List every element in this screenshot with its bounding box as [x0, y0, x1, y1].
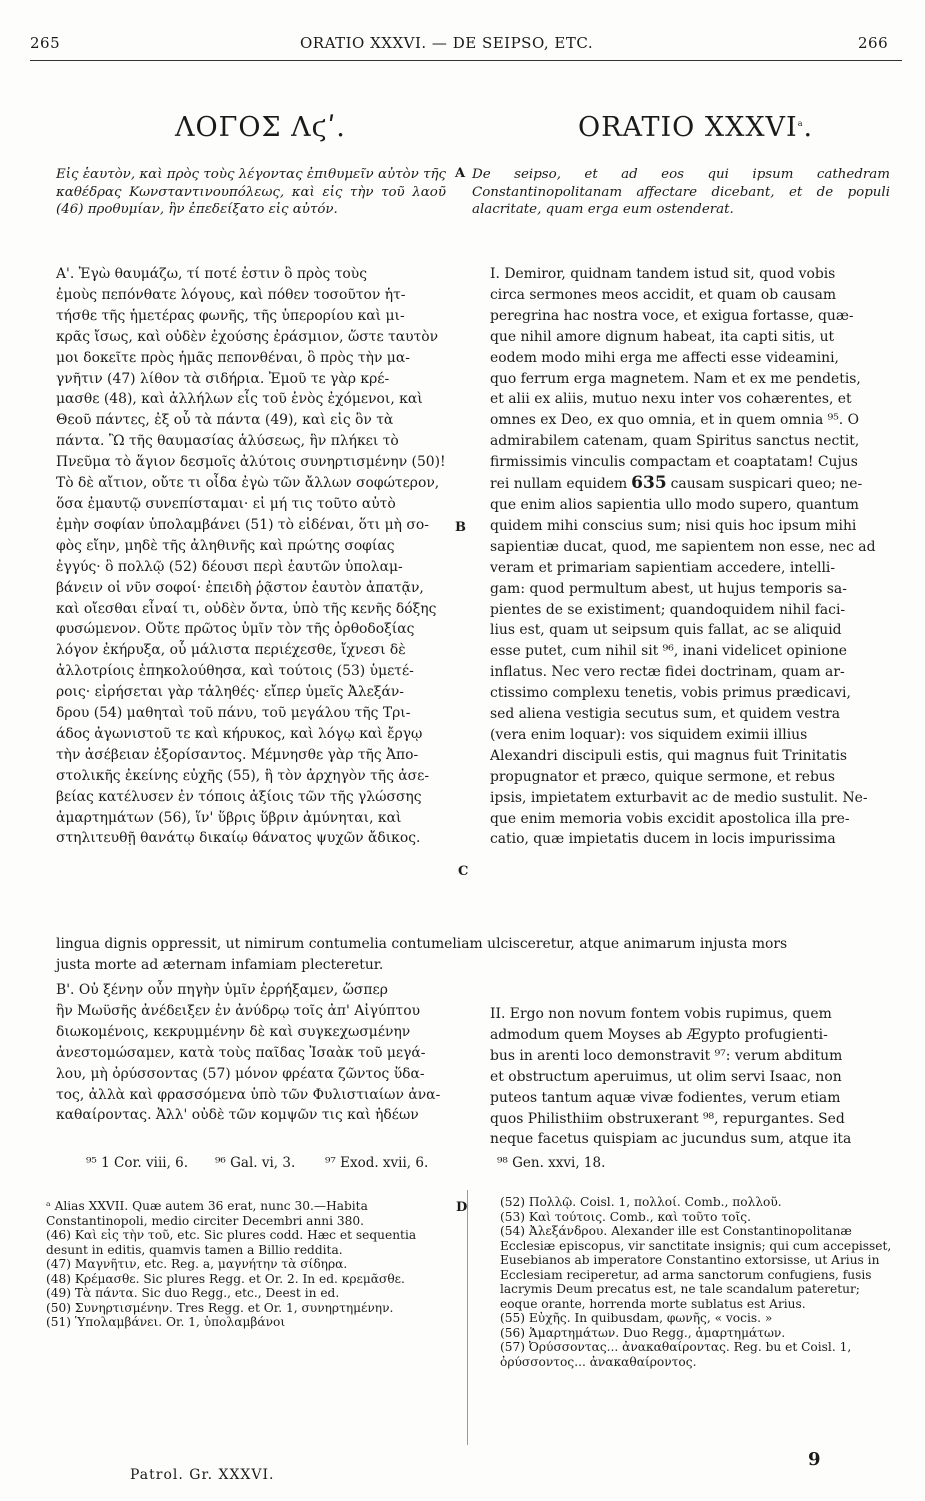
greek-text-line: βάνειν οἱ νῦν σοφοί· ἐπειδὴ ῥᾷστον ἑαυτὸν ἀπατᾷν, [56, 579, 424, 596]
footnote: (54) Ἀλεξάνδρου. Alexander ille est Constantinopolitanæ Ecclesiæ episcopus, vir sanctitate insignis; qui cum accepisset, Eusebianos ab imperatore Constantino extorsisse, ut Arius in Ecclesiam reciperetur, ad arma sanctorum confugiens, fusis lacrymis Deum precatus est, ne tale scandalum pateretur; eoque orante, horrenda morte sublatus est Arius. [500, 1224, 892, 1311]
greek-text-line: Τὸ δὲ αἴτιον, οὔτε τι οἶδα ἐγὼ τῶν ἄλλων σοφώτερον, [56, 475, 440, 492]
greek-text-line: φὸς εἴην, μηδὲ τῆς ἀληθινῆς καὶ πρώτης σοφίας [56, 537, 395, 554]
notes-right [500, 1195, 892, 1369]
latin-text-line: firmissimis vinculis compactam et coaptatam! Cujus [490, 454, 858, 471]
greek-text-line: Β'. Οὐ ξένην οὖν πηγὴν ὑμῖν ἐρρήξαμεν, ὥσπερ [56, 982, 388, 998]
latin-text-line: quidem mihi conscius sum; nisi quis hoc ipsum mihi [490, 517, 857, 534]
greek-text-line: Πνεῦμα τὸ ἅγιον δεσμοῖς ἀλύτοις συνηρτισμένην (50)! [56, 454, 446, 471]
greek-text-line: Α'. Ἐγὼ θαυμάζω, τί ποτέ ἐστιν ὃ πρὸς τοὺς [56, 266, 368, 282]
greek-text-line: ἐμοὺς πεπόνθατε λόγους, καὶ πόθεν τοσοῦτον ἡτ- [56, 286, 406, 303]
latin-text-line: II. Ergo non novum fontem vobis rupimus, quem [490, 1006, 832, 1022]
greek-text-line: Θεοῦ πάντες, ἐξ οὗ τὰ πάντα (49), καὶ εἰς ὃν τὰ [56, 412, 394, 429]
latin-text-line: veram et primariam sapientiam accedere, intelli- [490, 559, 836, 576]
footnote: (46) Καὶ εἰς τὴν τοῦ, etc. Sic plures codd. Hæc et sequentia desunt in editis, quamvis tamen a Billio reddita. [46, 1228, 417, 1257]
notes-divider [467, 1190, 468, 1445]
header-rule [30, 60, 902, 61]
footnote: (47) Μαγνῆτιν, etc. Reg. a, μαγνήτην τὰ σίδηρα. [46, 1257, 348, 1271]
latin-column-section-2 [490, 1004, 890, 1150]
running-title: ORATIO XXXVI. — DE SEIPSO, ETC. [300, 34, 594, 52]
latin-title-dot: . [803, 112, 814, 143]
right-page-number: 266 [858, 34, 889, 52]
latin-text-line: bus in arenti loco demonstravit ⁹⁷: verum abditum [490, 1047, 843, 1064]
latin-text-line: inflatus. Nec vero rectæ fidei doctrinam, quam ar- [490, 664, 845, 681]
latin-text-segment: causam suspicari queo; ne- [670, 476, 863, 493]
greek-text-line: καθαίροντας. Ἀλλ' οὐδὲ τῶν κομψῶν τις καὶ ἡδέων [56, 1107, 419, 1124]
scripture-ref: ⁹⁶ Gal. vi, 3. [215, 1155, 296, 1171]
latin-column [490, 264, 890, 850]
greek-text-line: κρᾶς ἴσως, καὶ οὐδὲν ἐχούσης ἐράσμιον, ὥστε ταυτὸν [56, 328, 439, 345]
footnote: (55) Εὐχῆς. In quibusdam, φωνῆς, « vocis. » [500, 1311, 773, 1325]
greek-column [56, 264, 460, 849]
greek-text-line: τος, ἀλλὰ καὶ φρασσόμενα ὑπὸ τῶν Φυλιστιαίων ἀνα- [56, 1086, 441, 1103]
greek-text-line: ἐμὴν σοφίαν ὑπολαμβάνει (51) τὸ εἰδέναι, ὅτι μὴ σο- [56, 516, 429, 533]
greek-text-line: ἐγγύς· ὃ πολλῷ (52) δέουσι περὶ ἑαυτῶν ὑπολαμ- [56, 558, 403, 575]
latin-text-line: puteos tantum aquæ vivæ fodientes, verum etiam [490, 1089, 841, 1106]
footnote: (48) Κρέμασθε. Sic plures Regg. et Or. 2. In ed. κρεμᾶσθε. [46, 1271, 405, 1286]
greek-text-line: στηλιτευθῇ θανάτῳ δικαίῳ θάνατος ψυχῶν ἄδικος. [56, 830, 421, 847]
signature: Patrol. Gr. XXXVI. [130, 1467, 275, 1483]
latin-text-line: eodem modo mihi erga me affecti esse videamini, [490, 349, 839, 366]
latin-text-line [490, 473, 890, 495]
latin-text-line: pientes de se existiment; quandoquidem nihil faci- [490, 601, 846, 618]
notes-left [46, 1199, 450, 1330]
footnote: (50) Συνηρτισμένην. Tres Regg. et Or. 1, συνηρτημένην. [46, 1300, 394, 1315]
latin-text-line: esse putet, cum nihil sit ⁹⁶, inani videlicet opinione [490, 643, 848, 660]
greek-text-line: ἣν Μωϋσῆς ἀνέδειξεν ἐν ἀνύδρῳ τοῖς ἀπ' Αἰγύπτου [56, 1002, 421, 1019]
latin-title-note: a [797, 119, 804, 128]
latin-text-segment: rei nullam equidem [490, 476, 628, 493]
latin-text-line: et alii ex aliis, mutuo nexu inter vos cohærentes, et [490, 391, 852, 408]
greek-text-line: μοι δοκεῖτε πρὸς ἡμᾶς πεπονθέναι, ὃ πρὸς τὴν μα- [56, 349, 410, 366]
greek-title: ΛΟΓΟΣ Λϛʹ. [175, 112, 346, 143]
latin-text-line: peregrina hac nostra voce, et exigua fortasse, quæ- [490, 307, 854, 324]
margin-letter-a: A [455, 166, 466, 181]
greek-text-line: μασθε (48), καὶ ἀλλήλων εἷς τοῦ ἑνὸς ἐχόμενοι, καὶ [56, 391, 423, 408]
greek-text-line: ἀλλοτρίοις ἐπηκολούθησα, καὶ τούτοις (53) ὑμετέ- [56, 663, 414, 680]
scripture-ref: ⁹⁸ Gen. xxvi, 18. [497, 1155, 606, 1171]
greek-text-line: φυσώμενον. Οὔτε πρῶτος ὑμῖν τὸν τῆς ὀρθοδοξίας [56, 621, 415, 638]
latin-text-line: catio, quæ impietatis ducem in locis impurissima [490, 831, 836, 848]
greek-text-line: ροις· εἰρήσεται γὰρ τἀληθές· εἴπερ ὑμεῖς Ἀλεξάν- [56, 684, 405, 701]
greek-column-section-2 [56, 980, 460, 1126]
latin-text-line: circa sermones meos accidit, et quam ob causam [490, 286, 837, 303]
footnote: (57) Ὀρύσσοντας... ἀνακαθαίροντας. Reg. bu et Coisl. 1, ὀρύσσοντος... ἀνακαθαίροντος. [500, 1340, 852, 1369]
greek-text-line: γνῆτιν (47) λίθον τὰ σιδήρια. Ἐμοῦ τε γὰρ κρέ- [56, 370, 390, 387]
latin-text-line: ipsis, impietatem exturbavit ac de medio sustulit. Ne- [490, 789, 868, 806]
greek-text-line: διωκομένοις, κεκρυμμένην δὲ καὶ συγκεχωσμένην [56, 1023, 411, 1040]
footnote: ᵃ Alias XXVII. Quæ autem 36 erat, nunc 30.—Habita Constantinopoli, medio circiter Decembri anni 380. [46, 1199, 368, 1228]
greek-text-line: ἁμαρτημάτων (56), ἵν' ὕβρις ὕβριν ἀμύνηται, καὶ [56, 809, 402, 826]
greek-text-line: λόγον ἐκήρυξα, οὗ μάλιστα περιέχεσθε, ἴχνεσι δὲ [56, 642, 406, 659]
greek-text-line: δρου (54) μαθηταὶ τοῦ πάνυ, τοῦ μεγάλου τῆς Τρι- [56, 705, 411, 722]
scripture-ref: ⁹⁵ 1 Cor. viii, 6. [86, 1155, 189, 1171]
full-width-line-2: justa morte ad æternam infamiam plecteretur. [56, 957, 384, 973]
latin-text-line: et obstructum aperuimus, ut olim servi Isaac, non [490, 1068, 842, 1085]
latin-title-text: ORATIO XXXVI [578, 112, 798, 143]
latin-text-line: que enim memoria vobis excidit apostolica illa pre- [490, 810, 850, 827]
latin-text-line: gam: quod permultum abest, ut hujus temporis sa- [490, 580, 847, 597]
footnote: (51) Ὑπολαμβάνει. Or. 1, ὑπολαμβάνοι [46, 1315, 286, 1329]
greek-text-line: βείας κατέλυσεν ἐν τόποις ἀξίοις τῶν τῆς γλώσσης [56, 788, 422, 805]
latin-text-line: sed aliena vestigia secutus sum, et quidem vestra [490, 706, 841, 723]
latin-text-line: que enim alios sapientia ullo modo supero, quantum [490, 496, 859, 513]
latin-text-line: omnes ex Deo, ex quo omnia, et in quem omnia ⁹⁵. O [490, 412, 860, 429]
margin-letter-b: B [455, 520, 466, 535]
latin-subtitle: De seipso, et ad eos qui ipsum cathedram Constantinopolitanam affectare dicebant, et de populi alacritate, quam erga eum ostenderat. [472, 167, 890, 217]
greek-text-line: πάντα. Ὢ τῆς θαυμασίας ἁλύσεως, ἣν πλήκει τὸ [56, 433, 399, 450]
greek-text-line: καὶ οἴεσθαι εἶναί τι, οὐδὲν ὄντα, ὑπὸ τῆς κενῆς δόξης [56, 600, 437, 617]
latin-text-line: admodum quem Moyses ab Ægypto profugienti- [490, 1026, 828, 1043]
latin-title [578, 112, 813, 143]
footnote: (49) Τὰ πάντα. Sic duo Regg., etc., Deest in ed. [46, 1286, 340, 1300]
greek-text-line: ὅσα ἐμαυτῷ συνεπίσταμαι· εἰ μή τις τοῦτο αὐτὸ [56, 495, 396, 512]
greek-subtitle: Εἰς ἑαυτὸν, καὶ πρὸς τοὺς λέγοντας ἐπιθυμεῖν αὐτὸν τῆς καθέδρας Κωνσταντινουπόλεως, καὶ εἰς τὴν τοῦ λαοῦ (46) προθυμίαν, ἣν ἐπεδείξατο εἰς αὐτόν. [56, 167, 446, 217]
footnote: (53) Καὶ τούτοις. Comb., καὶ τοῦτο τοῖς. [500, 1209, 751, 1224]
greek-text-line: τὴν ἀσέβειαν ἐξορίσαντος. Μέμνησθε γὰρ τῆς Ἀπο- [56, 746, 419, 763]
greek-text-line: άδος ἀγωνιστοῦ τε καὶ κήρυκος, καὶ λόγῳ καὶ ἔργῳ [56, 725, 423, 742]
greek-text-line: στολικῆς ἐκείνης εὐχῆς (55), ἣ τὸν ἀρχηγὸν τῆς ἀσε- [56, 767, 430, 784]
latin-text-line: neque facetus quispiam ac jucundus sum, atque ita [490, 1131, 852, 1148]
latin-text-line: admirabilem catenam, quam Spiritus sanctus nectit, [490, 433, 860, 450]
full-width-line-1: lingua dignis oppressit, ut nimirum contumelia contumeliam ulcisceretur, atque animarum injusta mors [56, 936, 788, 952]
margin-letter-c: C [458, 864, 469, 879]
left-page-number: 265 [30, 34, 61, 52]
column-number: 635 [631, 473, 667, 494]
footnote: (56) Ἁμαρτημάτων. Duo Regg., ἁμαρτημάτων. [500, 1325, 786, 1340]
greek-text-line: λου, μὴ ὀρύσσοντας (57) μόνον φρέατα ζῶντος ὕδα- [56, 1065, 425, 1082]
margin-letter-d: D [456, 1200, 468, 1215]
latin-text-line: quos Philisthiim obstruxerant ⁹⁸, repurgantes. Sed [490, 1110, 845, 1127]
footnote: (52) Πολλῷ. Coisl. 1, πολλοί. Comb., πολλοῦ. [500, 1195, 782, 1209]
latin-text-line: Alexandri discipuli estis, qui magnus fuit Trinitatis [490, 747, 848, 764]
latin-text-line: lius est, quam ut seipsum quis fallat, ac se aliquid [490, 622, 842, 639]
latin-text-line: quo ferrum erga magnetem. Nam et ex me pendetis, [490, 370, 861, 387]
latin-text-line: (vera enim loquar): vos siquidem eximii illius [490, 726, 808, 743]
latin-text-line: que nihil amore dignum habeat, ita capti sitis, ut [490, 328, 835, 345]
greek-text-line: τήσθε τῆς ἡμετέρας φωνῆς, τῆς ὑπερορίου καὶ μι- [56, 307, 405, 324]
latin-text-line: I. Demiror, quidnam tandem istud sit, quod vobis [490, 266, 836, 282]
scripture-ref: ⁹⁷ Exod. xvii, 6. [325, 1155, 429, 1171]
greek-text-line: ἀνεστομώσαμεν, κατὰ τοὺς παῖδας Ἰσαὰκ τοῦ μεγά- [56, 1044, 426, 1061]
latin-text-line: sapientiæ ducat, quod, me sapientem non esse, nec ad [490, 538, 876, 555]
page-signature-number: 9 [808, 1449, 821, 1470]
latin-text-line: ctissimo complexu tenetis, vobis primus prædicavi, [490, 685, 851, 702]
latin-text-line: propugnator et præco, quique sermone, et rebus [490, 768, 835, 785]
